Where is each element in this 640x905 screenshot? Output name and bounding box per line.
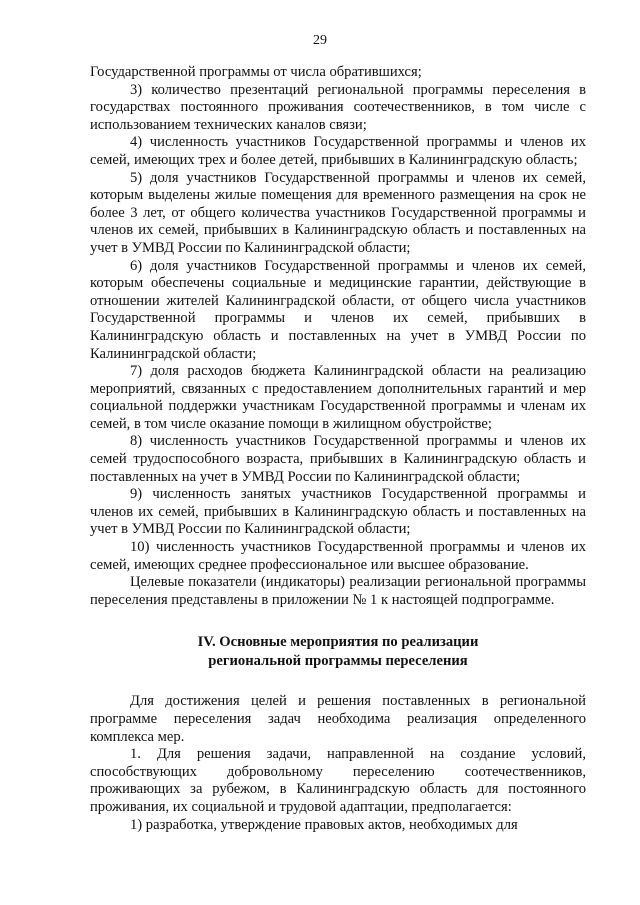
page-number: 29 [313,33,327,48]
section-heading-line: IV. Основные мероприятия по реализации [197,634,479,651]
paragraph: 1. Для решения задачи, направленной на создание условий, способствующих добровольному переселению соотечественников, проживающих за рубежом, в Калининградскую область для постоянного проживания, их социальной и трудовой адаптации, предполагается: [90,746,586,815]
paragraph: 5) доля участников Государственной программы и членов их семей, которым выделены жилые помещения для временного размещения на срок не более 3 лет, от общего количества участников Государственной программы и членов их семей, прибывших в Калининградскую область и поставленных на учет в УМВД России по Калининградской области; [90,169,586,256]
paragraph: 6) доля участников Государственной программы и членов их семей, которым обеспечены социальные и медицинские гарантии, действующие в отношении жителей Калининградской области, от общего числа участников Государственной программы и членов их семей, прибывших в Калининградскую область и поставленных на учет в УМВД России по Калининградской области; [90,257,586,362]
paragraph: Целевые показатели (индикаторы) реализации региональной программы переселения представлены в приложении № 1 к настоящей подпрограмме. [90,574,586,608]
section-heading-line: региональной программы переселения [208,653,468,670]
paragraph: 1) разработка, утверждение правовых актов, необходимых для [130,816,518,833]
paragraph: 10) численность участников Государственной программы и членов их семей, имеющих среднее профессиональное или высшее образование. [90,539,586,573]
paragraph: 7) доля расходов бюджета Калининградской области на реализацию мероприятий, связанных с предоставлением дополнительных гарантий и мер социальной поддержки участникам Государственной программы и членам их семей, в том числе оказание помощи в жилищном обустройстве; [90,363,586,432]
paragraph: 3) количество презентаций региональной программы переселения в государствах постоянного проживания соотечественников, в том числе с использованием технических каналов связи; [90,81,586,133]
paragraph: 4) численность участников Государственной программы и членов их семей, имеющих трех и более детей, прибывших в Калининградскую область; [90,134,586,168]
paragraph: Для достижения целей и решения поставленных в региональной программе переселения задач необходима реализация определенного комплекса мер. [90,693,586,745]
paragraph: 9) численность занятых участников Государственной программы и членов их семей, прибывших в Калининградскую область и поставленных на учет в УМВД России по Калининградской области; [90,486,586,538]
paragraph: 8) численность участников Государственной программы и членов их семей трудоспособного возраста, прибывших в Калининградскую область и поставленных на учет в УМВД России по Калининградской области; [90,433,586,485]
section-heading [90,633,586,671]
paragraph: Государственной программы от числа обратившихся; [90,64,422,80]
body-text [90,64,586,834]
